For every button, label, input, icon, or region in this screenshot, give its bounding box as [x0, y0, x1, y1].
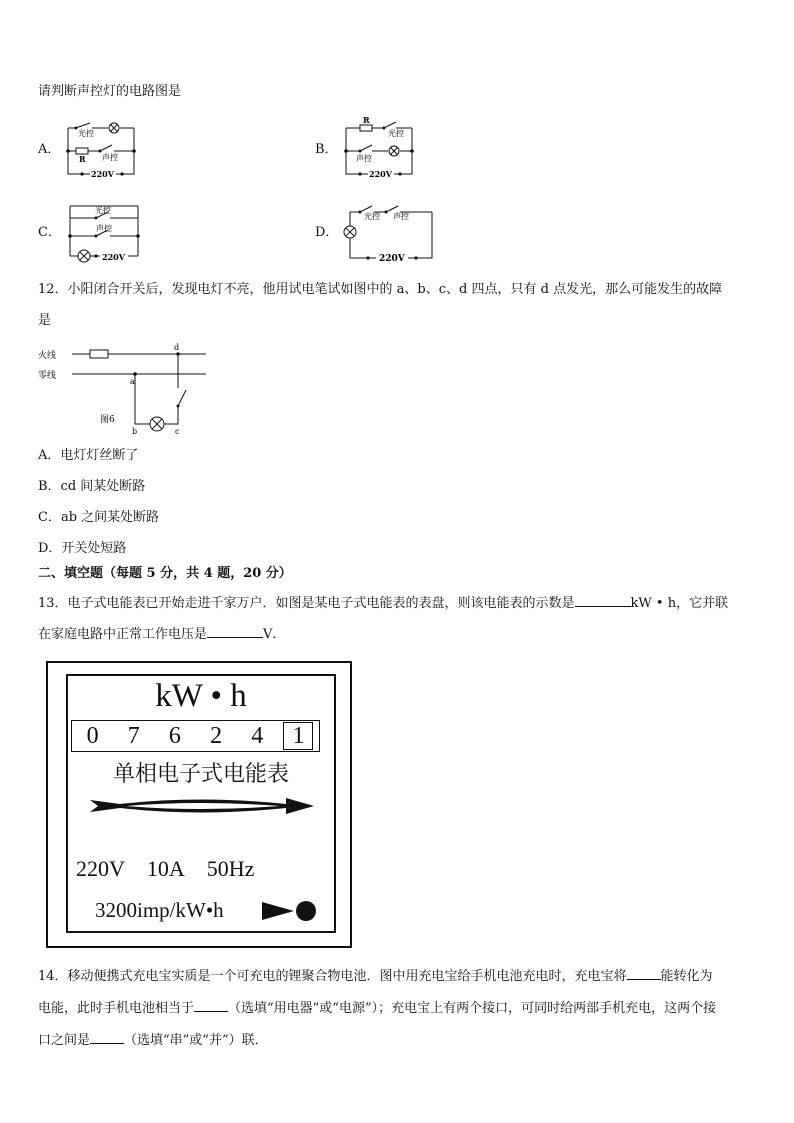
meter-title: 单相电子式电能表 — [112, 762, 289, 787]
q12-live-wire-label: 火线 — [38, 351, 57, 361]
section-heading-fill-in: 二、填空题（每题 5 分，共 4 题，20 分） — [38, 566, 292, 581]
q14-line1 — [38, 967, 713, 985]
q14-line3 — [38, 1031, 268, 1049]
meter-frequency-rating: 50Hz — [206, 856, 255, 881]
q13-line2 — [38, 625, 285, 643]
q11-c-light-label: 光控 — [95, 206, 111, 215]
q11-option-b-circuit — [338, 115, 428, 184]
q12-circuit-figure — [38, 338, 218, 438]
q11-a-switch-label: 光控 — [78, 129, 94, 138]
q11-a-voltage-label: 220V — [91, 169, 114, 179]
q11-b-resistor-label: R — [363, 115, 370, 125]
q11-option-c-letter: C． — [38, 225, 61, 240]
q14-line2-text: 电能，此时手机电池相当于 — [38, 1001, 195, 1016]
q12-stem-line1: 12．小阳闭合开关后，发现电灯不亮，他用试电笔试如图中的 a、b、c、d 四点，只有 d 点发光，那么可能发生的故障 — [38, 282, 723, 297]
meter-digit: 4 — [251, 723, 264, 749]
meter-digit: 2 — [210, 723, 223, 749]
q12-point-d: d — [174, 343, 180, 352]
q13-voltage-blank[interactable] — [207, 625, 263, 638]
q14-line2-tail: （选填“用电器”或“电源”）；充电宝上有两个接口，可同时给两部手机充电，这两个接 — [228, 1001, 717, 1016]
q11-b-voltage-label: 220V — [369, 169, 392, 179]
meter-impulse-constant: 3200imp/kW•h — [95, 898, 224, 922]
q11-c-voltage-label: 220V — [102, 252, 125, 262]
meter-digit-register — [71, 720, 320, 752]
meter-decimal-digit-value: 1 — [283, 722, 313, 750]
q13-line2-text: 在家庭电路中正常工作电压是 — [38, 627, 208, 642]
q13-reading-blank[interactable] — [575, 594, 631, 607]
q12-option-d: D．开关处短路 — [38, 541, 127, 556]
q11-option-b-letter: B． — [315, 142, 338, 157]
q11-option-d-circuit — [336, 200, 436, 268]
q13-line1-unit: kW • h，它并联 — [630, 596, 729, 611]
q11-b-sound-label: 声控 — [356, 154, 372, 163]
meter-unit-label: kW • h — [155, 678, 247, 714]
meter-pulse-indicator-icon — [262, 900, 322, 922]
q11-d-light-label: 光控 — [364, 212, 380, 221]
q11-d-voltage-label: 220V — [379, 254, 405, 264]
q11-b-switch-label: 光控 — [388, 129, 404, 138]
meter-current-rating: 10A — [146, 856, 185, 881]
q14-energy-blank[interactable] — [627, 967, 661, 980]
q11-d-sound-label: 声控 — [393, 212, 409, 221]
q12-option-c: C．ab 之间某处断路 — [38, 510, 160, 525]
q13-line1 — [38, 594, 728, 612]
q11-c-sound-label: 声控 — [96, 224, 112, 233]
q12-point-c: c — [175, 427, 180, 436]
meter-ratings — [76, 855, 276, 883]
meter-arrow-icon — [90, 796, 316, 816]
q11-option-c-circuit — [60, 198, 150, 268]
q11-option-a-letter: A． — [38, 142, 61, 157]
q14-connection-blank[interactable] — [90, 1031, 124, 1044]
q11-a-sound-label: 声控 — [102, 153, 118, 162]
meter-decimal-digit — [278, 721, 319, 751]
q14-line1-tail: 能转化为 — [660, 969, 713, 984]
q14-line2 — [38, 999, 716, 1017]
meter-digit: 6 — [168, 723, 181, 749]
q13-line2-unit: V． — [263, 627, 286, 642]
q14-battery-role-blank[interactable] — [194, 999, 228, 1012]
meter-voltage-rating: 220V — [76, 856, 125, 881]
q12-option-b: B．cd 间某处断路 — [38, 479, 146, 494]
meter-digit: 7 — [127, 723, 140, 749]
q14-line1-text: 14．移动便携式充电宝实质是一个可充电的锂聚合物电池．图中用充电宝给手机电池充电时，充电宝将 — [38, 969, 627, 984]
q11-stem: 请判断声控灯的电路图是 — [38, 84, 182, 99]
q12-neutral-wire-label: 零线 — [38, 371, 57, 381]
q11-option-d-letter: D． — [315, 225, 339, 240]
q12-option-a: A．电灯灯丝断了 — [38, 448, 139, 463]
meter-digit: 0 — [86, 723, 99, 749]
q12-point-b: b — [132, 427, 138, 436]
q12-point-a: a — [130, 377, 135, 386]
q11-a-resistor-label: R — [79, 154, 86, 164]
q12-figure-caption: 图6 — [100, 415, 115, 425]
q12-stem-line2: 是 — [38, 313, 52, 328]
q13-line1-text: 13．电子式电能表已开始走进千家万户．如图是某电子式电能表的表盘，则该电能表的示数是 — [38, 596, 575, 611]
q14-line3-tail: （选填“串”或“并”）联． — [124, 1033, 268, 1048]
q11-option-a-circuit — [60, 118, 150, 184]
q14-line3-text: 口之间是 — [38, 1033, 91, 1048]
